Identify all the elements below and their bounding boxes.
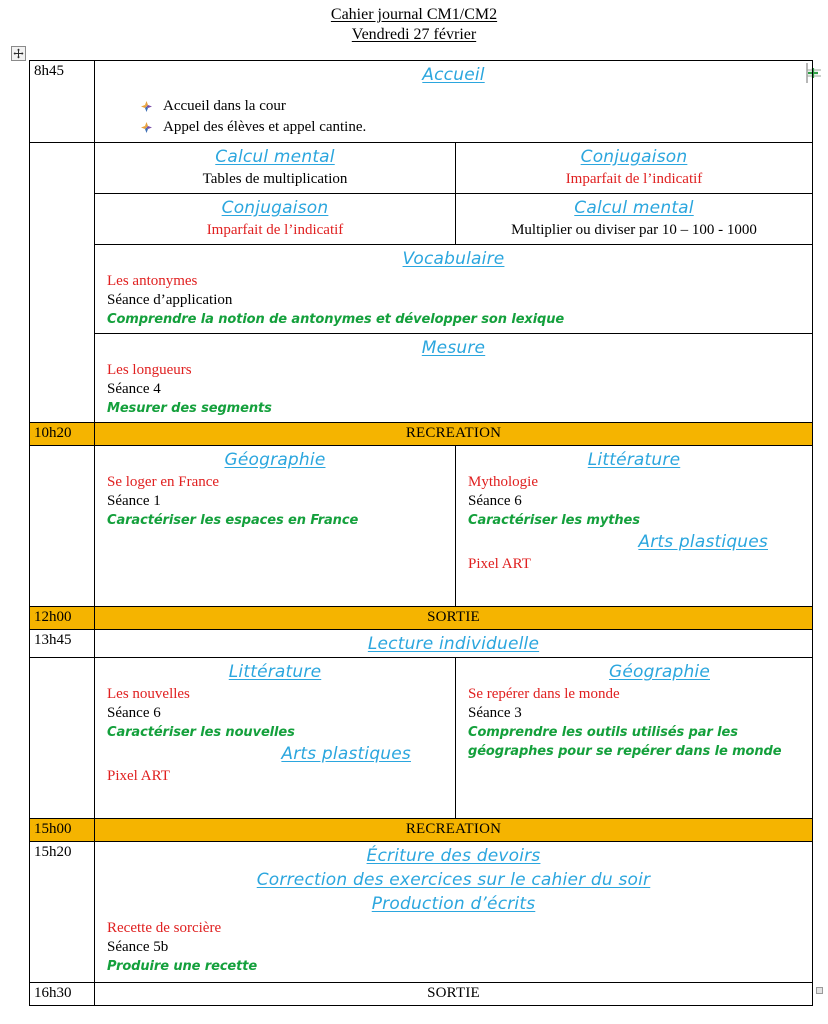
subject-conjugaison: Conjugaison xyxy=(580,147,688,167)
subject-mesure: Mesure xyxy=(421,338,486,358)
seance-litterature: Séance 6 xyxy=(107,705,161,721)
table-resize-handle[interactable] xyxy=(816,987,823,994)
time-cell-accueil xyxy=(30,61,95,143)
objective-vocabulaire: Comprendre la notion de antonymes et développer son lexique xyxy=(107,312,565,327)
time-label: 12h00 xyxy=(34,609,72,625)
time-cell-empty-afternoon xyxy=(30,658,95,819)
content-cell-fin-journee xyxy=(95,842,813,983)
table-row xyxy=(30,334,813,423)
table-row xyxy=(30,143,813,194)
subject-ecriture-devoirs: Écriture des devoirs xyxy=(366,846,541,866)
banner-cell-sortie-midi xyxy=(95,607,813,630)
content-cell-mesure xyxy=(95,334,813,423)
detail-calcul-mental: Multiplier ou diviser par 10 – 100 - 1000 xyxy=(511,222,757,238)
seance-mesure: Séance 4 xyxy=(107,381,161,397)
title-line-1: Cahier journal CM1/CM2 xyxy=(330,6,498,23)
banner-cell-recreation-morning xyxy=(95,423,813,446)
time-cell-recreation-afternoon xyxy=(30,819,95,842)
content-cell-accueil xyxy=(95,61,813,143)
subject-conjugaison: Conjugaison xyxy=(221,198,329,218)
status-badge: SORTIE xyxy=(427,609,480,625)
banner-cell-sortie-soir xyxy=(95,983,813,1006)
time-label: 16h30 xyxy=(34,985,72,1001)
status-badge: SORTIE xyxy=(427,985,480,1001)
content-cell-litt-geo xyxy=(95,658,813,819)
content-cell-rituels-1 xyxy=(95,143,813,194)
subject-arts-plastiques: Arts plastiques xyxy=(638,532,768,552)
table-row xyxy=(30,245,813,334)
time-label: 13h45 xyxy=(34,632,72,648)
time-label: 15h00 xyxy=(34,821,72,837)
subject-calcul-mental: Calcul mental xyxy=(215,147,335,167)
objective-geographie-line-2: géographes pour se repérer dans le monde xyxy=(468,744,782,759)
topic-geographie: Se repérer dans le monde xyxy=(468,686,620,702)
topic-vocabulaire: Les antonymes xyxy=(107,273,198,289)
seance-vocabulaire: Séance d’application xyxy=(107,292,233,308)
time-cell-fin-journee xyxy=(30,842,95,983)
topic-geographie: Se loger en France xyxy=(107,474,220,490)
content-cell-lecture xyxy=(95,630,813,658)
subject-litterature: Littérature xyxy=(228,662,322,682)
page-title xyxy=(0,0,828,44)
status-badge: RECREATION xyxy=(405,821,502,837)
rituels-2-right xyxy=(456,194,813,244)
litt-geo-right xyxy=(456,658,813,818)
table-row xyxy=(30,446,813,607)
list-item xyxy=(101,96,806,117)
rituels-1-right xyxy=(456,143,813,193)
bullet-text: Accueil dans la cour xyxy=(163,98,286,114)
title-line-2: Vendredi 27 février xyxy=(351,26,477,43)
seance-litterature: Séance 6 xyxy=(468,493,522,509)
banner-cell-recreation-afternoon xyxy=(95,819,813,842)
subject-production-ecrits: Production d’écrits xyxy=(371,894,536,914)
time-label: 8h45 xyxy=(34,63,64,79)
time-cell-sortie-midi xyxy=(30,607,95,630)
table-row xyxy=(30,630,813,658)
objective-litterature: Caractériser les nouvelles xyxy=(107,725,295,740)
subject-accueil: Accueil xyxy=(422,65,485,85)
subject-geographie: Géographie xyxy=(609,662,710,682)
topic-litterature: Mythologie xyxy=(468,474,538,490)
geo-litt-right xyxy=(456,446,813,606)
table-row-sortie-soir xyxy=(30,983,813,1006)
list-item xyxy=(101,117,806,138)
detail-conjugaison: Imparfait de l’indicatif xyxy=(565,171,703,187)
subject-arts-plastiques: Arts plastiques xyxy=(281,744,411,764)
detail-conjugaison: Imparfait de l’indicatif xyxy=(206,222,344,238)
table-row xyxy=(30,658,813,819)
topic-arts-plastiques: Pixel ART xyxy=(107,768,170,784)
detail-calcul-mental: Tables de multiplication xyxy=(202,171,348,187)
geo-litt-left xyxy=(95,446,456,606)
time-label: 15h20 xyxy=(34,844,72,860)
table-row xyxy=(30,842,813,983)
content-cell-geo-litt xyxy=(95,446,813,607)
diamond-bullet-icon xyxy=(141,122,152,133)
subject-vocabulaire: Vocabulaire xyxy=(402,249,505,269)
objective-geographie-line-1: Comprendre les outils utilisés par les xyxy=(468,725,738,740)
subject-litterature: Littérature xyxy=(587,450,681,470)
seance-geographie: Séance 3 xyxy=(468,705,522,721)
table-row-recreation-morning xyxy=(30,423,813,446)
schedule-table xyxy=(29,60,813,1006)
table-row-sortie-midi xyxy=(30,607,813,630)
table-move-handle-icon[interactable] xyxy=(11,46,26,61)
topic-mesure: Les longueurs xyxy=(107,362,192,378)
objective-recette: Produire une recette xyxy=(107,959,258,974)
subject-correction-exercices: Correction des exercices sur le cahier du soir xyxy=(256,870,651,890)
table-row xyxy=(30,61,813,143)
objective-geographie: Caractériser les espaces en France xyxy=(107,513,359,528)
table-row-recreation-afternoon xyxy=(30,819,813,842)
topic-litterature: Les nouvelles xyxy=(107,686,190,702)
content-cell-vocabulaire xyxy=(95,245,813,334)
diamond-bullet-icon xyxy=(141,101,152,112)
rituels-1-left xyxy=(95,143,456,193)
seance-recette: Séance 5b xyxy=(107,939,169,955)
accueil-bullet-list xyxy=(101,96,806,138)
seance-geographie: Séance 1 xyxy=(107,493,161,509)
rituels-2-left xyxy=(95,194,456,244)
time-cell-sortie-soir xyxy=(30,983,95,1006)
time-cell-empty-morning xyxy=(30,143,95,423)
litt-geo-left xyxy=(95,658,456,818)
time-cell-empty-geo xyxy=(30,446,95,607)
time-label: 10h20 xyxy=(34,425,72,441)
content-cell-rituels-2 xyxy=(95,194,813,245)
status-badge: RECREATION xyxy=(405,425,502,441)
table-row xyxy=(30,194,813,245)
topic-recette: Recette de sorcière xyxy=(107,920,222,936)
subject-lecture-individuelle: Lecture individuelle xyxy=(367,634,540,654)
subject-geographie: Géographie xyxy=(224,450,326,470)
bullet-text: Appel des élèves et appel cantine. xyxy=(163,119,367,135)
objective-litterature: Caractériser les mythes xyxy=(468,513,640,528)
subject-calcul-mental: Calcul mental xyxy=(574,198,694,218)
topic-arts-plastiques: Pixel ART xyxy=(468,556,531,572)
time-cell-lecture xyxy=(30,630,95,658)
objective-mesure: Mesurer des segments xyxy=(107,401,272,416)
time-cell-recreation-morning xyxy=(30,423,95,446)
